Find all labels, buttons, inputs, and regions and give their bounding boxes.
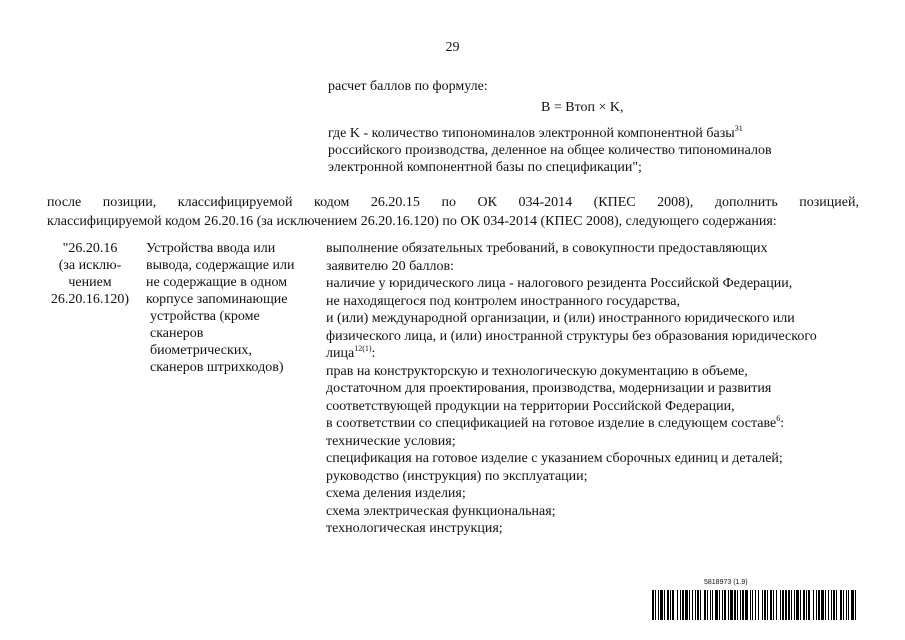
barcode-bar: [670, 590, 671, 620]
barcode-bar: [782, 590, 784, 620]
barcode-bar: [767, 590, 768, 620]
barcode-bar: [764, 590, 766, 620]
barcode-bar: [813, 590, 814, 620]
barcode-bar: [710, 590, 711, 620]
barcode-bar: [821, 590, 824, 620]
barcode-bar: [773, 590, 774, 620]
table-code-cell: "26.20.16 (за исклю- чением 26.20.16.120): [50, 241, 130, 307]
barcode-bar: [851, 590, 854, 620]
barcode-bar: [719, 590, 720, 620]
barcode-bar: [742, 590, 744, 620]
barcode-bar: [695, 590, 696, 620]
barcode-bar: [816, 590, 817, 620]
barcode-bar: [655, 590, 656, 620]
barcode-bar: [831, 590, 832, 620]
barcode-bar: [776, 590, 777, 620]
barcode-bar: [800, 590, 801, 620]
barcode-bar: [855, 590, 856, 620]
barcode-bar: [843, 590, 844, 620]
barcode-bar: [770, 590, 772, 620]
barcode-bar: [667, 590, 669, 620]
barcode-bar: [836, 590, 837, 620]
barcode-bar: [700, 590, 701, 620]
formula: B = Bтоп × K,: [541, 100, 624, 115]
barcode-bar: [660, 590, 663, 620]
barcode-bar: [818, 590, 820, 620]
barcode-bar: [803, 590, 805, 620]
barcode-bar: [737, 590, 738, 620]
barcode-bar: [682, 590, 684, 620]
barcode-bar: [758, 590, 759, 620]
barcode-bar: [825, 590, 826, 620]
barcode-caption: 5818973 (1.9): [704, 579, 748, 586]
barcode-bar: [677, 590, 678, 620]
barcode-bar: [712, 590, 713, 620]
barcode-bar: [734, 590, 736, 620]
barcode-bar: [728, 590, 729, 620]
barcode-bar: [846, 590, 847, 620]
barcode-bar: [755, 590, 756, 620]
formula-where-line-1: где K - количество типономиналов электронной компонентной базы$^{31}$: [328, 124, 743, 141]
barcode-bar: [689, 590, 690, 620]
barcode-bar: [752, 590, 753, 620]
barcode-bar: [833, 590, 835, 620]
barcode-bar: [740, 590, 741, 620]
paragraph-line-1: после позиции, классифицируемой кодом 26.20.15 по ОК 034-2014 (КПЕС 2008), дополнить позицией,: [47, 195, 859, 210]
barcode-bar: [692, 590, 693, 620]
footnote-ref-31: 31: [734, 124, 743, 133]
barcode-bar: [745, 590, 748, 620]
formula-where-line-3: электронной компонентной базы по спецификации";: [328, 160, 642, 175]
table-name-cell: Устройства ввода или вывода, содержащие или не содержащие в одном корпусе запоминающие устройства (кроме сканеров биометрических, сканеров штрихкодов): [146, 241, 295, 375]
barcode-bar: [680, 590, 681, 620]
barcode-bar: [664, 590, 665, 620]
barcode-bar: [848, 590, 849, 620]
barcode-bar: [791, 590, 792, 620]
barcode-bar: [724, 590, 726, 620]
barcode-bar: [715, 590, 718, 620]
barcode-bar: [840, 590, 842, 620]
barcode-bar: [730, 590, 733, 620]
barcode-bar: [685, 590, 688, 620]
barcode-bar: [672, 590, 674, 620]
formula-intro: расчет баллов по формуле:: [328, 79, 488, 94]
barcode-bar: [750, 590, 751, 620]
barcode-bar: [808, 590, 810, 620]
barcode-bar: [780, 590, 781, 620]
paragraph-line-2: классифицируемой кодом 26.20.16 (за исключением 26.20.16.120) по ОК 034-2014 (КПЕС 2008), следующего содержания:: [47, 214, 777, 229]
page-number: 29: [445, 40, 460, 55]
barcode-bar: [788, 590, 790, 620]
footnote-ref-12-1: 12(1): [354, 344, 372, 353]
barcode-bar: [707, 590, 708, 620]
barcode-bar: [722, 590, 723, 620]
barcode-bar: [658, 590, 659, 620]
footnote-ref-6: 6: [776, 414, 781, 423]
barcode-bar: [762, 590, 763, 620]
barcode-bar: [704, 590, 706, 620]
barcode-bar: [828, 590, 829, 620]
barcode-bar: [697, 590, 699, 620]
barcode-bar: [652, 590, 654, 620]
barcode-bar: [785, 590, 787, 620]
barcode: [652, 590, 858, 620]
table-requirements-cell: выполнение обязательных требований, в совокупности предоставляющих заявителю 20 баллов: наличие у юридического лица - налогового резидента Российской Федерации, не находящегося под контролем иностранного государства, и (или) международной организации, и (или) иностранного юридического или физического лица, и (или) иностранной структуры без образования юридического лица$^{12(1)}$: прав на конструкторскую и технологическую документацию в объеме, достаточном для проектирования, производства, модернизации и развития соответствующей продукции на территории Российской Федерации, в соответствии со спецификацией на готовое изделие в следующем составе$^6$: технические условия; спецификация на готовое изделие с указанием сборочных единиц и деталей; руководство (инструкция) по эксплуатации; схема деления изделия; схема электрическая функциональная; технологическая инструкция;: [326, 241, 817, 536]
formula-where-line-2: российского производства, деленное на общее количество типономиналов: [328, 143, 772, 158]
barcode-bar: [796, 590, 799, 620]
barcode-bar: [806, 590, 807, 620]
barcode-bar: [794, 590, 795, 620]
